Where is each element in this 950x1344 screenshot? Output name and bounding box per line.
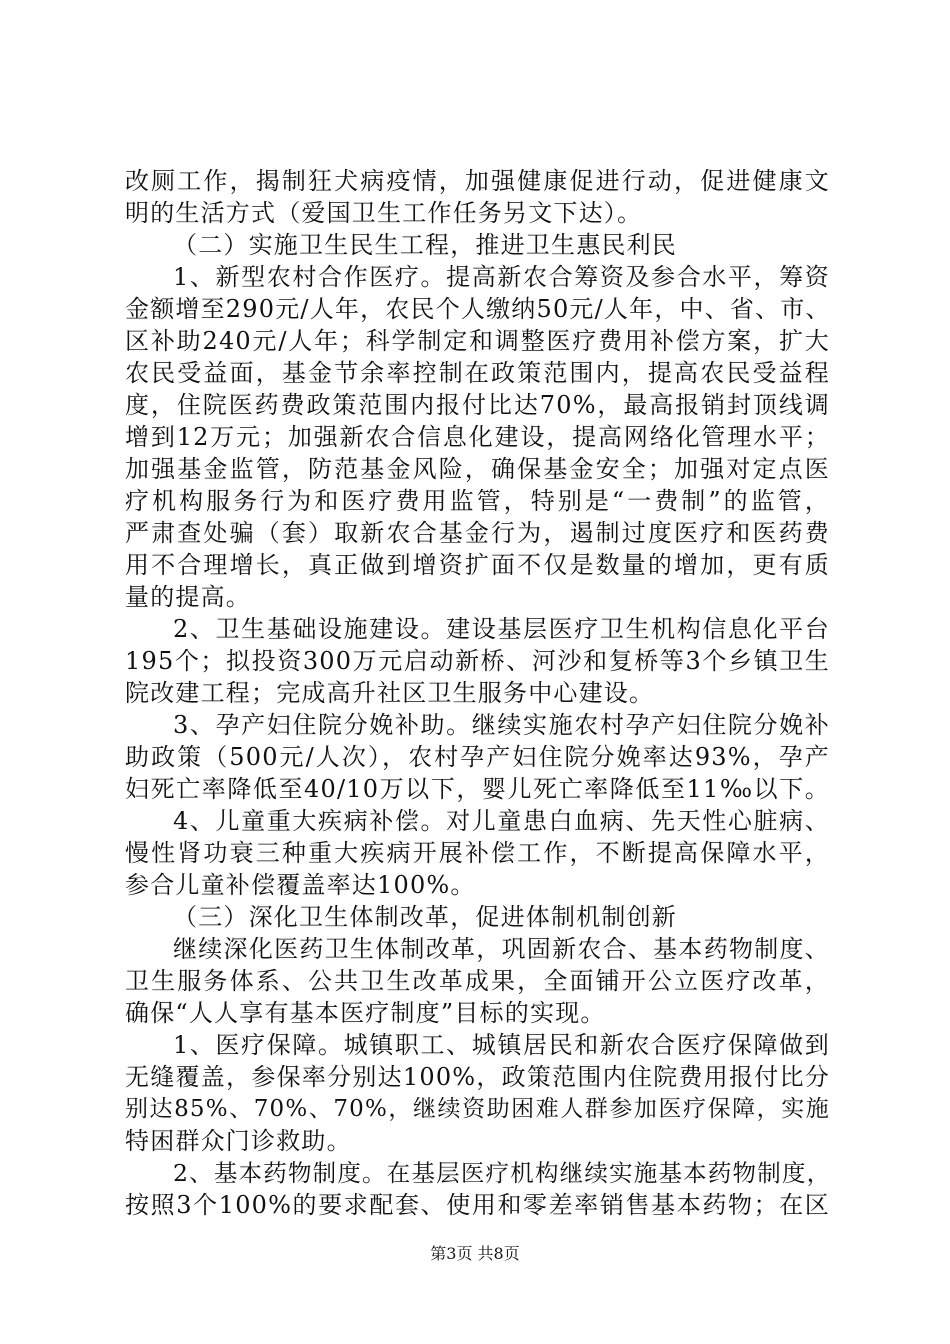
text-line: 明的生活方式（爱国卫生工作任务另文下达）。 — [125, 199, 643, 227]
text-line: 按照3个100%的要求配套、使用和零差率销售基本药物；在区 — [125, 1191, 830, 1219]
text-line: 4、儿童重大疾病补偿。对儿童患白血病、先天性心脏病、 — [173, 807, 830, 835]
text-line: 量的提高。 — [125, 583, 251, 611]
text-line: 别达85%、70%、70%，继续资助困难人群参加医疗保障，实施 — [125, 1096, 830, 1122]
text-line: 慢性肾功衰三种重大疾病开展补偿工作，不断提高保障水平， — [125, 839, 830, 867]
text-line: 195个；拟投资300万元启动新桥、河沙和复桥等3个乡镇卫生 — [125, 647, 830, 675]
text-line: 区补助240元/人年；科学制定和调整医疗费用补偿方案，扩大 — [125, 327, 830, 355]
page-footer: 第3页 共8页 — [430, 1244, 520, 1263]
text-line: 3、孕产妇住院分娩补助。继续实施农村孕产妇住院分娩补 — [173, 711, 830, 739]
text-line: 院改建工程；完成高升社区卫生服务中心建设。 — [125, 679, 655, 707]
text-line: 用不合理增长，真正做到增资扩面不仅是数量的增加，更有质 — [125, 551, 830, 579]
text-line: 1、新型农村合作医疗。提高新农合筹资及参合水平，筹资 — [173, 263, 830, 291]
section-heading: （三）深化卫生体制改革，促进体制机制创新 — [173, 903, 677, 931]
text-line: 确保“人人享有基本医疗制度”目标的实现。 — [125, 999, 606, 1027]
document-body — [125, 165, 830, 1221]
text-line: 无缝覆盖，参保率分别达100%，政策范围内住院费用报付比分 — [125, 1063, 830, 1091]
text-line: 参合儿童补偿覆盖率达100%。 — [125, 871, 476, 899]
text-line: 疗机构服务行为和医疗费用监管，特别是“一费制”的监管， — [125, 487, 830, 515]
text-line: 严肃查处骗（套）取新农合基金行为，遏制过度医疗和医药费 — [125, 519, 830, 547]
text-line: 妇死亡率降低至40/10万以下，婴儿死亡率降低至11‰以下。 — [125, 775, 830, 803]
text-line: 金额增至290元/人年，农民个人缴纳50元/人年，中、省、市、 — [125, 295, 831, 323]
text-line: 1、医疗保障。城镇职工、城镇居民和新农合医疗保障做到 — [173, 1031, 830, 1059]
text-line: 特困群众门诊救助。 — [125, 1127, 352, 1155]
text-line: 农民受益面，基金节余率控制在政策范围内，提高农民受益程 — [125, 359, 830, 387]
text-line: 继续深化医药卫生体制改革，巩固新农合、基本药物制度、 — [173, 935, 830, 963]
section-heading: （二）实施卫生民生工程，推进卫生惠民利民 — [173, 231, 677, 259]
text-line: 增到12万元；加强新农合信息化建设，提高网络化管理水平； — [125, 423, 830, 451]
text-line: 度，住院医药费政策范围内报付比达70%，最高报销封顶线调 — [125, 391, 830, 419]
text-line: 2、基本药物制度。在基层医疗机构继续实施基本药物制度， — [173, 1159, 832, 1187]
text-line: 加强基金监管，防范基金风险，确保基金安全；加强对定点医 — [125, 455, 830, 483]
text-line: 改厕工作，揭制狂犬病疫情，加强健康促进行动，促进健康文 — [125, 167, 830, 195]
text-line: 卫生服务体系、公共卫生改革成果，全面铺开公立医疗改革， — [125, 967, 830, 995]
text-line: 助政策（500元/人次），农村孕产妇住院分娩率达93%，孕产 — [125, 743, 830, 771]
text-line: 2、卫生基础设施建设。建设基层医疗卫生机构信息化平台 — [173, 615, 830, 643]
